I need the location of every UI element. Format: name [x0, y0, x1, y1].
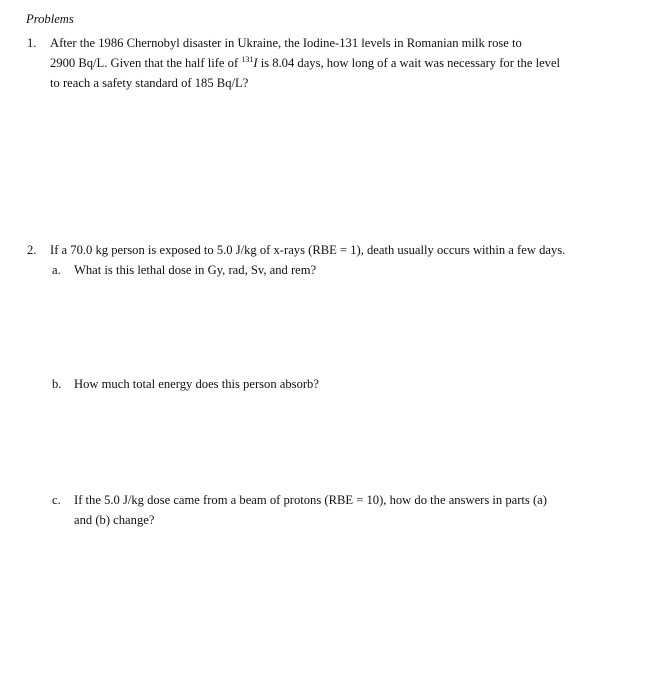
isotope-mass-number: 131 — [241, 55, 254, 64]
question-1-line-2 — [50, 53, 560, 73]
question-1-line-1: After the 1986 Chernobyl disaster in Ukraine, the Iodine-131 levels in Romanian milk rose to — [50, 36, 522, 50]
part-b-letter: b. — [52, 377, 62, 391]
question-2-text: If a 70.0 kg person is exposed to 5.0 J/kg of x-rays (RBE = 1), death usually occurs within a few days. — [50, 243, 566, 257]
iodine-isotope — [241, 56, 257, 70]
question-1-line-2-end: is 8.04 days, how long of a wait was necessary for the level — [260, 56, 561, 70]
question-2-number: 2. — [27, 243, 37, 257]
part-c-line-1: If the 5.0 J/kg dose came from a beam of protons (RBE = 10), how do the answers in parts (a) — [74, 493, 547, 507]
part-c-letter: c. — [52, 493, 61, 507]
problems-heading: Problems — [26, 12, 74, 26]
isotope-symbol: I — [253, 56, 258, 70]
part-a-text: What is this lethal dose in Gy, rad, Sv, and rem? — [74, 263, 317, 277]
part-b-text: How much total energy does this person absorb? — [74, 377, 319, 391]
part-c-line-2: and (b) change? — [74, 513, 155, 527]
part-a-letter: a. — [52, 263, 61, 277]
question-1-line-3: to reach a safety standard of 185 Bq/L? — [50, 76, 249, 90]
question-1-line-2-start: 2900 Bq/L. Given that the half life of — [50, 56, 239, 70]
question-1-number: 1. — [27, 36, 37, 50]
